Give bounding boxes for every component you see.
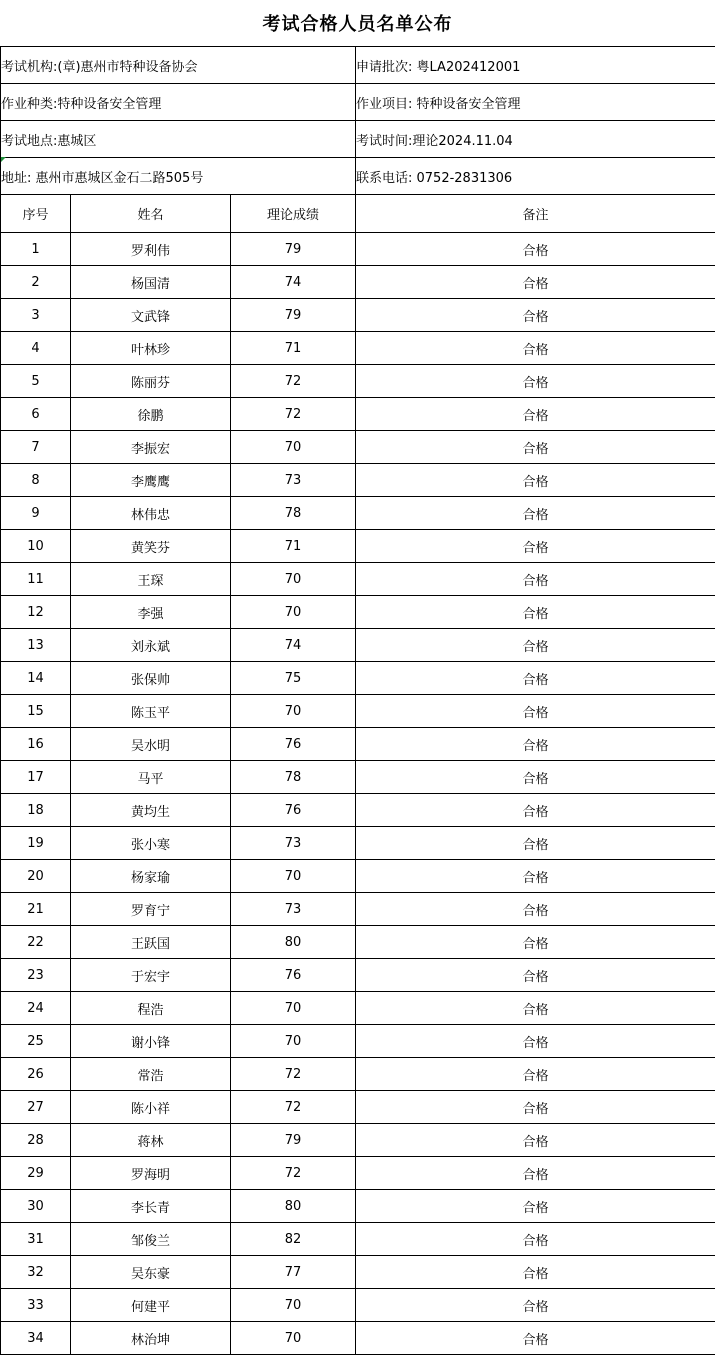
row-name-cell[interactable]: 于宏宇	[71, 959, 231, 992]
info-row-org	[1, 47, 715, 84]
row-name-cell[interactable]: 谢小锋	[71, 1025, 231, 1058]
row-remark-cell[interactable]: 合格	[356, 893, 715, 926]
row-name-cell[interactable]: 杨国清	[71, 266, 231, 299]
row-score-cell[interactable]: 74	[231, 629, 356, 662]
table-row	[1, 629, 715, 662]
row-score-cell[interactable]: 70	[231, 695, 356, 728]
row-score-cell[interactable]: 70	[231, 431, 356, 464]
row-score-cell[interactable]: 82	[231, 1223, 356, 1256]
row-name-cell[interactable]: 蒋林	[71, 1124, 231, 1157]
table-row	[1, 893, 715, 926]
row-no-cell[interactable]: 16	[1, 728, 71, 761]
row-no-cell[interactable]: 31	[1, 1223, 71, 1256]
row-name-cell[interactable]: 林治坤	[71, 1322, 231, 1355]
row-name-cell[interactable]: 罗育宁	[71, 893, 231, 926]
row-no-cell[interactable]: 11	[1, 563, 71, 596]
row-remark-cell[interactable]: 合格	[356, 1058, 715, 1091]
row-remark-cell[interactable]: 合格	[356, 431, 715, 464]
row-remark-cell[interactable]: 合格	[356, 1322, 715, 1355]
column-header-no[interactable]: 序号	[1, 195, 71, 233]
table-row	[1, 464, 715, 497]
row-score-cell[interactable]: 72	[231, 1091, 356, 1124]
row-score-cell[interactable]: 79	[231, 299, 356, 332]
row-score-cell[interactable]: 78	[231, 761, 356, 794]
row-score-cell[interactable]: 73	[231, 464, 356, 497]
table-row	[1, 497, 715, 530]
row-no-cell[interactable]: 8	[1, 464, 71, 497]
row-name-cell[interactable]: 陈丽芬	[71, 365, 231, 398]
row-name-cell[interactable]: 张小寒	[71, 827, 231, 860]
row-remark-cell[interactable]: 合格	[356, 860, 715, 893]
info-row-location	[1, 121, 715, 158]
row-no-cell[interactable]: 3	[1, 299, 71, 332]
row-name-cell[interactable]: 刘永斌	[71, 629, 231, 662]
table-row	[1, 662, 715, 695]
table-row	[1, 233, 715, 266]
row-score-cell[interactable]: 77	[231, 1256, 356, 1289]
address-cell[interactable]: 地址: 惠州市惠城区金石二路505号	[1, 158, 356, 195]
row-remark-cell[interactable]: 合格	[356, 926, 715, 959]
row-name-cell[interactable]: 马平	[71, 761, 231, 794]
table-row	[1, 530, 715, 563]
row-name-cell[interactable]: 常浩	[71, 1058, 231, 1091]
row-score-cell[interactable]: 71	[231, 332, 356, 365]
exam-time-cell[interactable]: 考试时间:理论2024.11.04	[356, 121, 715, 158]
results-table	[0, 46, 715, 1355]
exam-org-cell[interactable]: 考试机构:(章)惠州市特种设备协会	[1, 47, 356, 84]
row-no-cell[interactable]: 10	[1, 530, 71, 563]
table-row	[1, 299, 715, 332]
row-score-cell[interactable]: 78	[231, 497, 356, 530]
row-score-cell[interactable]: 79	[231, 1124, 356, 1157]
cell-comment-indicator-icon	[1, 157, 6, 162]
table-row	[1, 992, 715, 1025]
row-score-cell[interactable]: 74	[231, 266, 356, 299]
row-remark-cell[interactable]: 合格	[356, 1190, 715, 1223]
row-no-cell[interactable]: 4	[1, 332, 71, 365]
table-row	[1, 1223, 715, 1256]
row-remark-cell[interactable]: 合格	[356, 563, 715, 596]
row-no-cell[interactable]: 14	[1, 662, 71, 695]
row-name-cell[interactable]: 叶林珍	[71, 332, 231, 365]
row-score-cell[interactable]: 80	[231, 1190, 356, 1223]
table-header-row	[1, 195, 715, 233]
table-row	[1, 959, 715, 992]
row-name-cell[interactable]: 黄均生	[71, 794, 231, 827]
info-row-job	[1, 84, 715, 121]
table-row	[1, 1190, 715, 1223]
row-no-cell[interactable]: 5	[1, 365, 71, 398]
row-remark-cell[interactable]: 合格	[356, 1091, 715, 1124]
row-no-cell[interactable]: 1	[1, 233, 71, 266]
row-no-cell[interactable]: 33	[1, 1289, 71, 1322]
table-row	[1, 1289, 715, 1322]
row-name-cell[interactable]: 罗海明	[71, 1157, 231, 1190]
row-remark-cell[interactable]: 合格	[356, 497, 715, 530]
table-row	[1, 332, 715, 365]
row-remark-cell[interactable]: 合格	[356, 1157, 715, 1190]
row-remark-cell[interactable]: 合格	[356, 1223, 715, 1256]
row-remark-cell[interactable]: 合格	[356, 233, 715, 266]
row-no-cell[interactable]: 6	[1, 398, 71, 431]
row-remark-cell[interactable]: 合格	[356, 1124, 715, 1157]
row-name-cell[interactable]: 李长青	[71, 1190, 231, 1223]
row-no-cell[interactable]: 17	[1, 761, 71, 794]
row-score-cell[interactable]: 76	[231, 794, 356, 827]
row-score-cell[interactable]: 72	[231, 365, 356, 398]
row-name-cell[interactable]: 吴东豪	[71, 1256, 231, 1289]
info-row-address	[1, 158, 715, 195]
row-remark-cell[interactable]: 合格	[356, 794, 715, 827]
row-no-cell[interactable]: 9	[1, 497, 71, 530]
table-row	[1, 1256, 715, 1289]
row-remark-cell[interactable]: 合格	[356, 365, 715, 398]
row-name-cell[interactable]: 程浩	[71, 992, 231, 1025]
table-row	[1, 1157, 715, 1190]
row-remark-cell[interactable]: 合格	[356, 332, 715, 365]
column-header-name[interactable]: 姓名	[71, 195, 231, 233]
table-row	[1, 1322, 715, 1355]
row-no-cell[interactable]: 15	[1, 695, 71, 728]
row-no-cell[interactable]: 27	[1, 1091, 71, 1124]
job-item-cell[interactable]: 作业项目: 特种设备安全管理	[356, 84, 715, 121]
row-name-cell[interactable]: 陈小祥	[71, 1091, 231, 1124]
row-remark-cell[interactable]: 合格	[356, 629, 715, 662]
row-score-cell[interactable]: 70	[231, 563, 356, 596]
row-no-cell[interactable]: 30	[1, 1190, 71, 1223]
row-remark-cell[interactable]: 合格	[356, 695, 715, 728]
row-score-cell[interactable]: 72	[231, 398, 356, 431]
row-name-cell[interactable]: 黄笑芬	[71, 530, 231, 563]
row-remark-cell[interactable]: 合格	[356, 596, 715, 629]
row-score-cell[interactable]: 70	[231, 596, 356, 629]
table-row	[1, 761, 715, 794]
row-remark-cell[interactable]: 合格	[356, 266, 715, 299]
row-no-cell[interactable]: 13	[1, 629, 71, 662]
column-header-remark[interactable]: 备注	[356, 195, 715, 233]
table-row	[1, 728, 715, 761]
row-name-cell[interactable]: 徐鹏	[71, 398, 231, 431]
table-row	[1, 695, 715, 728]
row-score-cell[interactable]: 70	[231, 1025, 356, 1058]
table-row	[1, 563, 715, 596]
row-score-cell[interactable]: 70	[231, 860, 356, 893]
row-no-cell[interactable]: 24	[1, 992, 71, 1025]
row-name-cell[interactable]: 林伟忠	[71, 497, 231, 530]
phone-cell[interactable]: 联系电话: 0752-2831306	[356, 158, 715, 195]
row-remark-cell[interactable]: 合格	[356, 728, 715, 761]
row-remark-cell[interactable]: 合格	[356, 761, 715, 794]
table-row	[1, 827, 715, 860]
exam-location-cell[interactable]: 考试地点:惠城区	[1, 121, 356, 158]
row-name-cell[interactable]: 李振宏	[71, 431, 231, 464]
row-name-cell[interactable]: 何建平	[71, 1289, 231, 1322]
row-score-cell[interactable]: 80	[231, 926, 356, 959]
table-row	[1, 398, 715, 431]
row-remark-cell[interactable]: 合格	[356, 959, 715, 992]
row-no-cell[interactable]: 22	[1, 926, 71, 959]
row-remark-cell[interactable]: 合格	[356, 299, 715, 332]
row-name-cell[interactable]: 杨家瑜	[71, 860, 231, 893]
row-no-cell[interactable]: 21	[1, 893, 71, 926]
row-remark-cell[interactable]: 合格	[356, 1289, 715, 1322]
row-remark-cell[interactable]: 合格	[356, 662, 715, 695]
table-row	[1, 596, 715, 629]
row-name-cell[interactable]: 文武锋	[71, 299, 231, 332]
row-name-cell[interactable]: 王琛	[71, 563, 231, 596]
table-row	[1, 266, 715, 299]
row-no-cell[interactable]: 26	[1, 1058, 71, 1091]
table-row	[1, 365, 715, 398]
row-no-cell[interactable]: 18	[1, 794, 71, 827]
row-remark-cell[interactable]: 合格	[356, 530, 715, 563]
row-name-cell[interactable]: 邹俊兰	[71, 1223, 231, 1256]
row-score-cell[interactable]: 76	[231, 728, 356, 761]
row-score-cell[interactable]: 70	[231, 1322, 356, 1355]
row-score-cell[interactable]: 72	[231, 1157, 356, 1190]
row-remark-cell[interactable]: 合格	[356, 464, 715, 497]
row-name-cell[interactable]: 张保帅	[71, 662, 231, 695]
row-remark-cell[interactable]: 合格	[356, 992, 715, 1025]
row-no-cell[interactable]: 20	[1, 860, 71, 893]
row-no-cell[interactable]: 7	[1, 431, 71, 464]
row-no-cell[interactable]: 2	[1, 266, 71, 299]
row-score-cell[interactable]: 73	[231, 827, 356, 860]
table-row	[1, 1025, 715, 1058]
row-remark-cell[interactable]: 合格	[356, 1025, 715, 1058]
row-name-cell[interactable]: 李强	[71, 596, 231, 629]
row-name-cell[interactable]: 罗利伟	[71, 233, 231, 266]
row-name-cell[interactable]: 陈玉平	[71, 695, 231, 728]
row-remark-cell[interactable]: 合格	[356, 1256, 715, 1289]
row-name-cell[interactable]: 吴水明	[71, 728, 231, 761]
table-row	[1, 431, 715, 464]
approval-batch-cell[interactable]: 申请批次: 粤LA202412001	[356, 47, 715, 84]
row-score-cell[interactable]: 70	[231, 1289, 356, 1322]
row-no-cell[interactable]: 19	[1, 827, 71, 860]
row-no-cell[interactable]: 29	[1, 1157, 71, 1190]
job-type-cell[interactable]: 作业种类:特种设备安全管理	[1, 84, 356, 121]
table-row	[1, 926, 715, 959]
row-no-cell[interactable]: 23	[1, 959, 71, 992]
row-score-cell[interactable]: 75	[231, 662, 356, 695]
row-name-cell[interactable]: 李鹰鹰	[71, 464, 231, 497]
table-row	[1, 1124, 715, 1157]
row-no-cell[interactable]: 28	[1, 1124, 71, 1157]
row-remark-cell[interactable]: 合格	[356, 827, 715, 860]
column-header-score[interactable]: 理论成绩	[231, 195, 356, 233]
row-no-cell[interactable]: 34	[1, 1322, 71, 1355]
row-name-cell[interactable]: 王跃国	[71, 926, 231, 959]
row-score-cell[interactable]: 73	[231, 893, 356, 926]
table-row	[1, 1058, 715, 1091]
row-remark-cell[interactable]: 合格	[356, 398, 715, 431]
row-score-cell[interactable]: 79	[231, 233, 356, 266]
row-score-cell[interactable]: 70	[231, 992, 356, 1025]
row-score-cell[interactable]: 76	[231, 959, 356, 992]
row-no-cell[interactable]: 32	[1, 1256, 71, 1289]
table-row	[1, 794, 715, 827]
table-row	[1, 860, 715, 893]
row-score-cell[interactable]: 72	[231, 1058, 356, 1091]
table-row	[1, 1091, 715, 1124]
page-title: 考试合格人员名单公布	[262, 14, 453, 35]
row-no-cell[interactable]: 12	[1, 596, 71, 629]
row-score-cell[interactable]: 71	[231, 530, 356, 563]
row-no-cell[interactable]: 25	[1, 1025, 71, 1058]
